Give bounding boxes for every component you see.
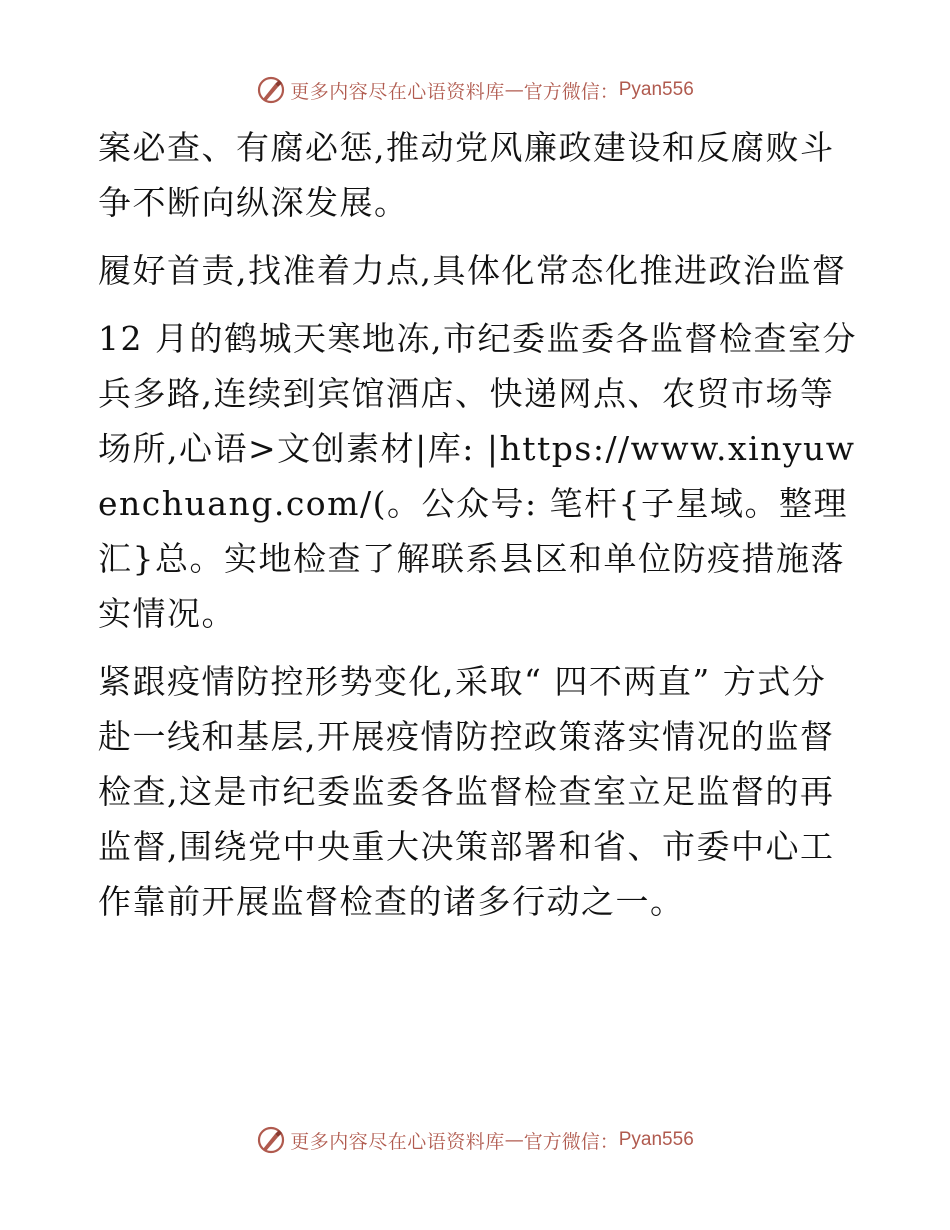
paragraph-2: 履好首责,找准着力点,具体化常态化推进政治监督 <box>98 251 847 290</box>
footer-banner-separator: — <box>504 1129 524 1151</box>
pen-logo-icon <box>256 75 286 105</box>
header-banner-text: 更多内容尽在心语资料库 <box>290 80 505 103</box>
document-body <box>98 120 858 942</box>
paragraph-3: 12 月的鹤城天寒地冻,市纪委监委各监督检查室分兵多路,连续到宾馆酒店、快递网点、农贸市场等场所,心语>文创素材|库: |https://www.xinyuwenchuang.com/(。公众号: 笔杆{子星域。整理汇}总。实地检查了解联系县区和单位防疫措施落实情况。 <box>98 319 857 633</box>
footer-banner-wechat-label: 官方微信： <box>523 1130 619 1153</box>
header-banner-wechat-label: 官方微信： <box>523 80 619 103</box>
header-banner-wechat-id: Pyan556 <box>618 79 694 100</box>
pen-logo-icon <box>256 1125 286 1155</box>
paragraph-4: 紧跟疫情防控形势变化,采取“ 四不两直” 方式分赴一线和基层,开展疫情防控政策落实情况的监督检查,这是市纪委监委各监督检查室立足监督的再监督,围绕党中央重大决策部署和省、市委中心工作靠前开展监督检查的诸多行动之一。 <box>98 662 835 921</box>
footer-banner-wechat-id: Pyan556 <box>618 1129 694 1150</box>
footer-banner-text: 更多内容尽在心语资料库 <box>290 1130 505 1153</box>
header-banner <box>0 70 950 110</box>
footer-banner <box>0 1120 950 1160</box>
paragraph-1: 案必查、有腐必惩,推动党风廉政建设和反腐败斗争不断向纵深发展。 <box>98 128 835 222</box>
header-banner-separator: — <box>504 79 524 101</box>
